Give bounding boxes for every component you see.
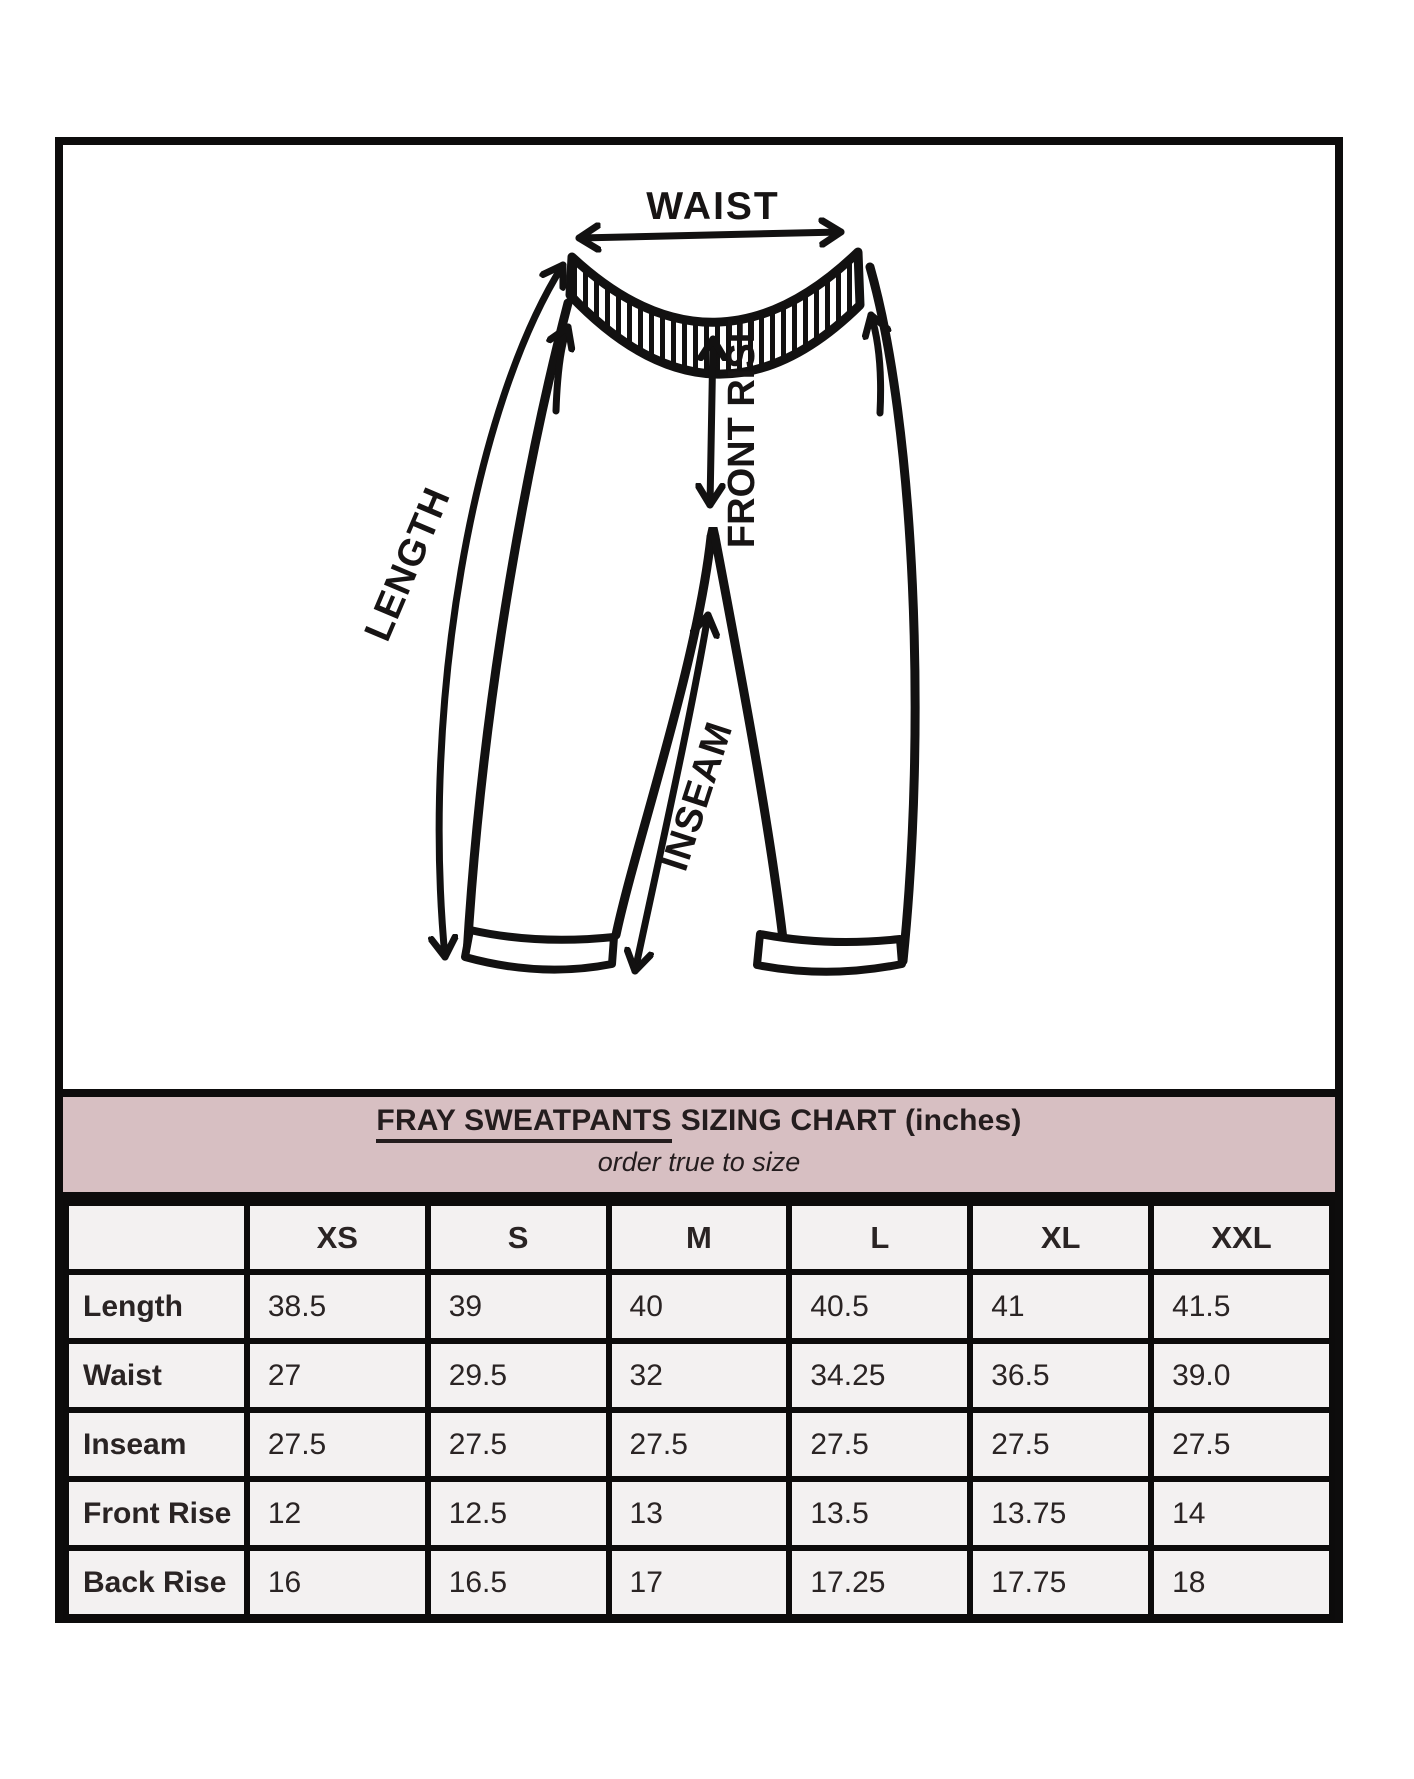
row-label: Inseam — [66, 1410, 247, 1479]
table-row-length — [66, 1272, 1332, 1341]
cell: 34.25 — [789, 1341, 970, 1410]
sweatpants-figure — [63, 145, 1335, 1089]
sweatpants-diagram — [63, 145, 1335, 1089]
front-rise-label: FRONT RISE — [721, 317, 763, 549]
row-label: Waist — [66, 1341, 247, 1410]
cell: 13.5 — [789, 1479, 970, 1548]
cell: 36.5 — [970, 1341, 1151, 1410]
cell: 27.5 — [1151, 1410, 1332, 1479]
cell: 40 — [609, 1272, 790, 1341]
cell: 27 — [247, 1341, 428, 1410]
inseam-label: INSEAM — [653, 716, 742, 876]
table-row-front-rise — [66, 1479, 1332, 1548]
cell: 12.5 — [428, 1479, 609, 1548]
cell: 13.75 — [970, 1479, 1151, 1548]
col-header-xl: XL — [970, 1203, 1151, 1272]
cell: 39 — [428, 1272, 609, 1341]
left-outer-leg-line — [467, 303, 568, 955]
cell: 40.5 — [789, 1272, 970, 1341]
header-row — [66, 1203, 1332, 1272]
front-rise-arrow — [710, 339, 713, 505]
size-table — [63, 1200, 1335, 1620]
col-header-l: L — [789, 1203, 970, 1272]
cell: 29.5 — [428, 1341, 609, 1410]
corner-cell — [66, 1203, 247, 1272]
col-header-xs: XS — [247, 1203, 428, 1272]
cell: 27.5 — [428, 1410, 609, 1479]
cell: 27.5 — [970, 1410, 1151, 1479]
table-row-waist — [66, 1341, 1332, 1410]
cell: 12 — [247, 1479, 428, 1548]
waist-arrow — [579, 232, 841, 238]
bordered-sheet — [55, 137, 1343, 1623]
cell: 41 — [970, 1272, 1151, 1341]
cell: 27.5 — [789, 1410, 970, 1479]
right-cuff — [757, 934, 902, 972]
cell: 16.5 — [428, 1548, 609, 1617]
row-label: Back Rise — [66, 1548, 247, 1617]
chart-title-product: FRAY SWEATPANTS — [376, 1104, 671, 1143]
col-header-s: S — [428, 1203, 609, 1272]
left-cuff — [465, 930, 614, 970]
cell: 32 — [609, 1341, 790, 1410]
row-label: Length — [66, 1272, 247, 1341]
cell: 16 — [247, 1548, 428, 1617]
cell: 18 — [1151, 1548, 1332, 1617]
cell: 17.75 — [970, 1548, 1151, 1617]
cell: 17.25 — [789, 1548, 970, 1617]
waist-label: WAIST — [646, 185, 780, 228]
chart-title — [63, 1104, 1335, 1138]
cell: 13 — [609, 1479, 790, 1548]
cell: 38.5 — [247, 1272, 428, 1341]
cell: 14 — [1151, 1479, 1332, 1548]
cell: 17 — [609, 1548, 790, 1617]
cell: 27.5 — [609, 1410, 790, 1479]
table-row-inseam — [66, 1410, 1332, 1479]
col-header-m: M — [609, 1203, 790, 1272]
chart-subtitle: order true to size — [597, 1147, 801, 1177]
cell: 41.5 — [1151, 1272, 1332, 1341]
length-label: LENGTH — [356, 481, 459, 648]
cell: 39.0 — [1151, 1341, 1332, 1410]
cell: 27.5 — [247, 1410, 428, 1479]
title-band — [63, 1089, 1335, 1200]
chart-title-rest: SIZING CHART (inches) — [680, 1104, 1022, 1137]
right-pocket-slash-arrow — [871, 315, 881, 413]
row-label: Front Rise — [66, 1479, 247, 1548]
table-row-back-rise — [66, 1548, 1332, 1617]
col-header-xxl: XXL — [1151, 1203, 1332, 1272]
